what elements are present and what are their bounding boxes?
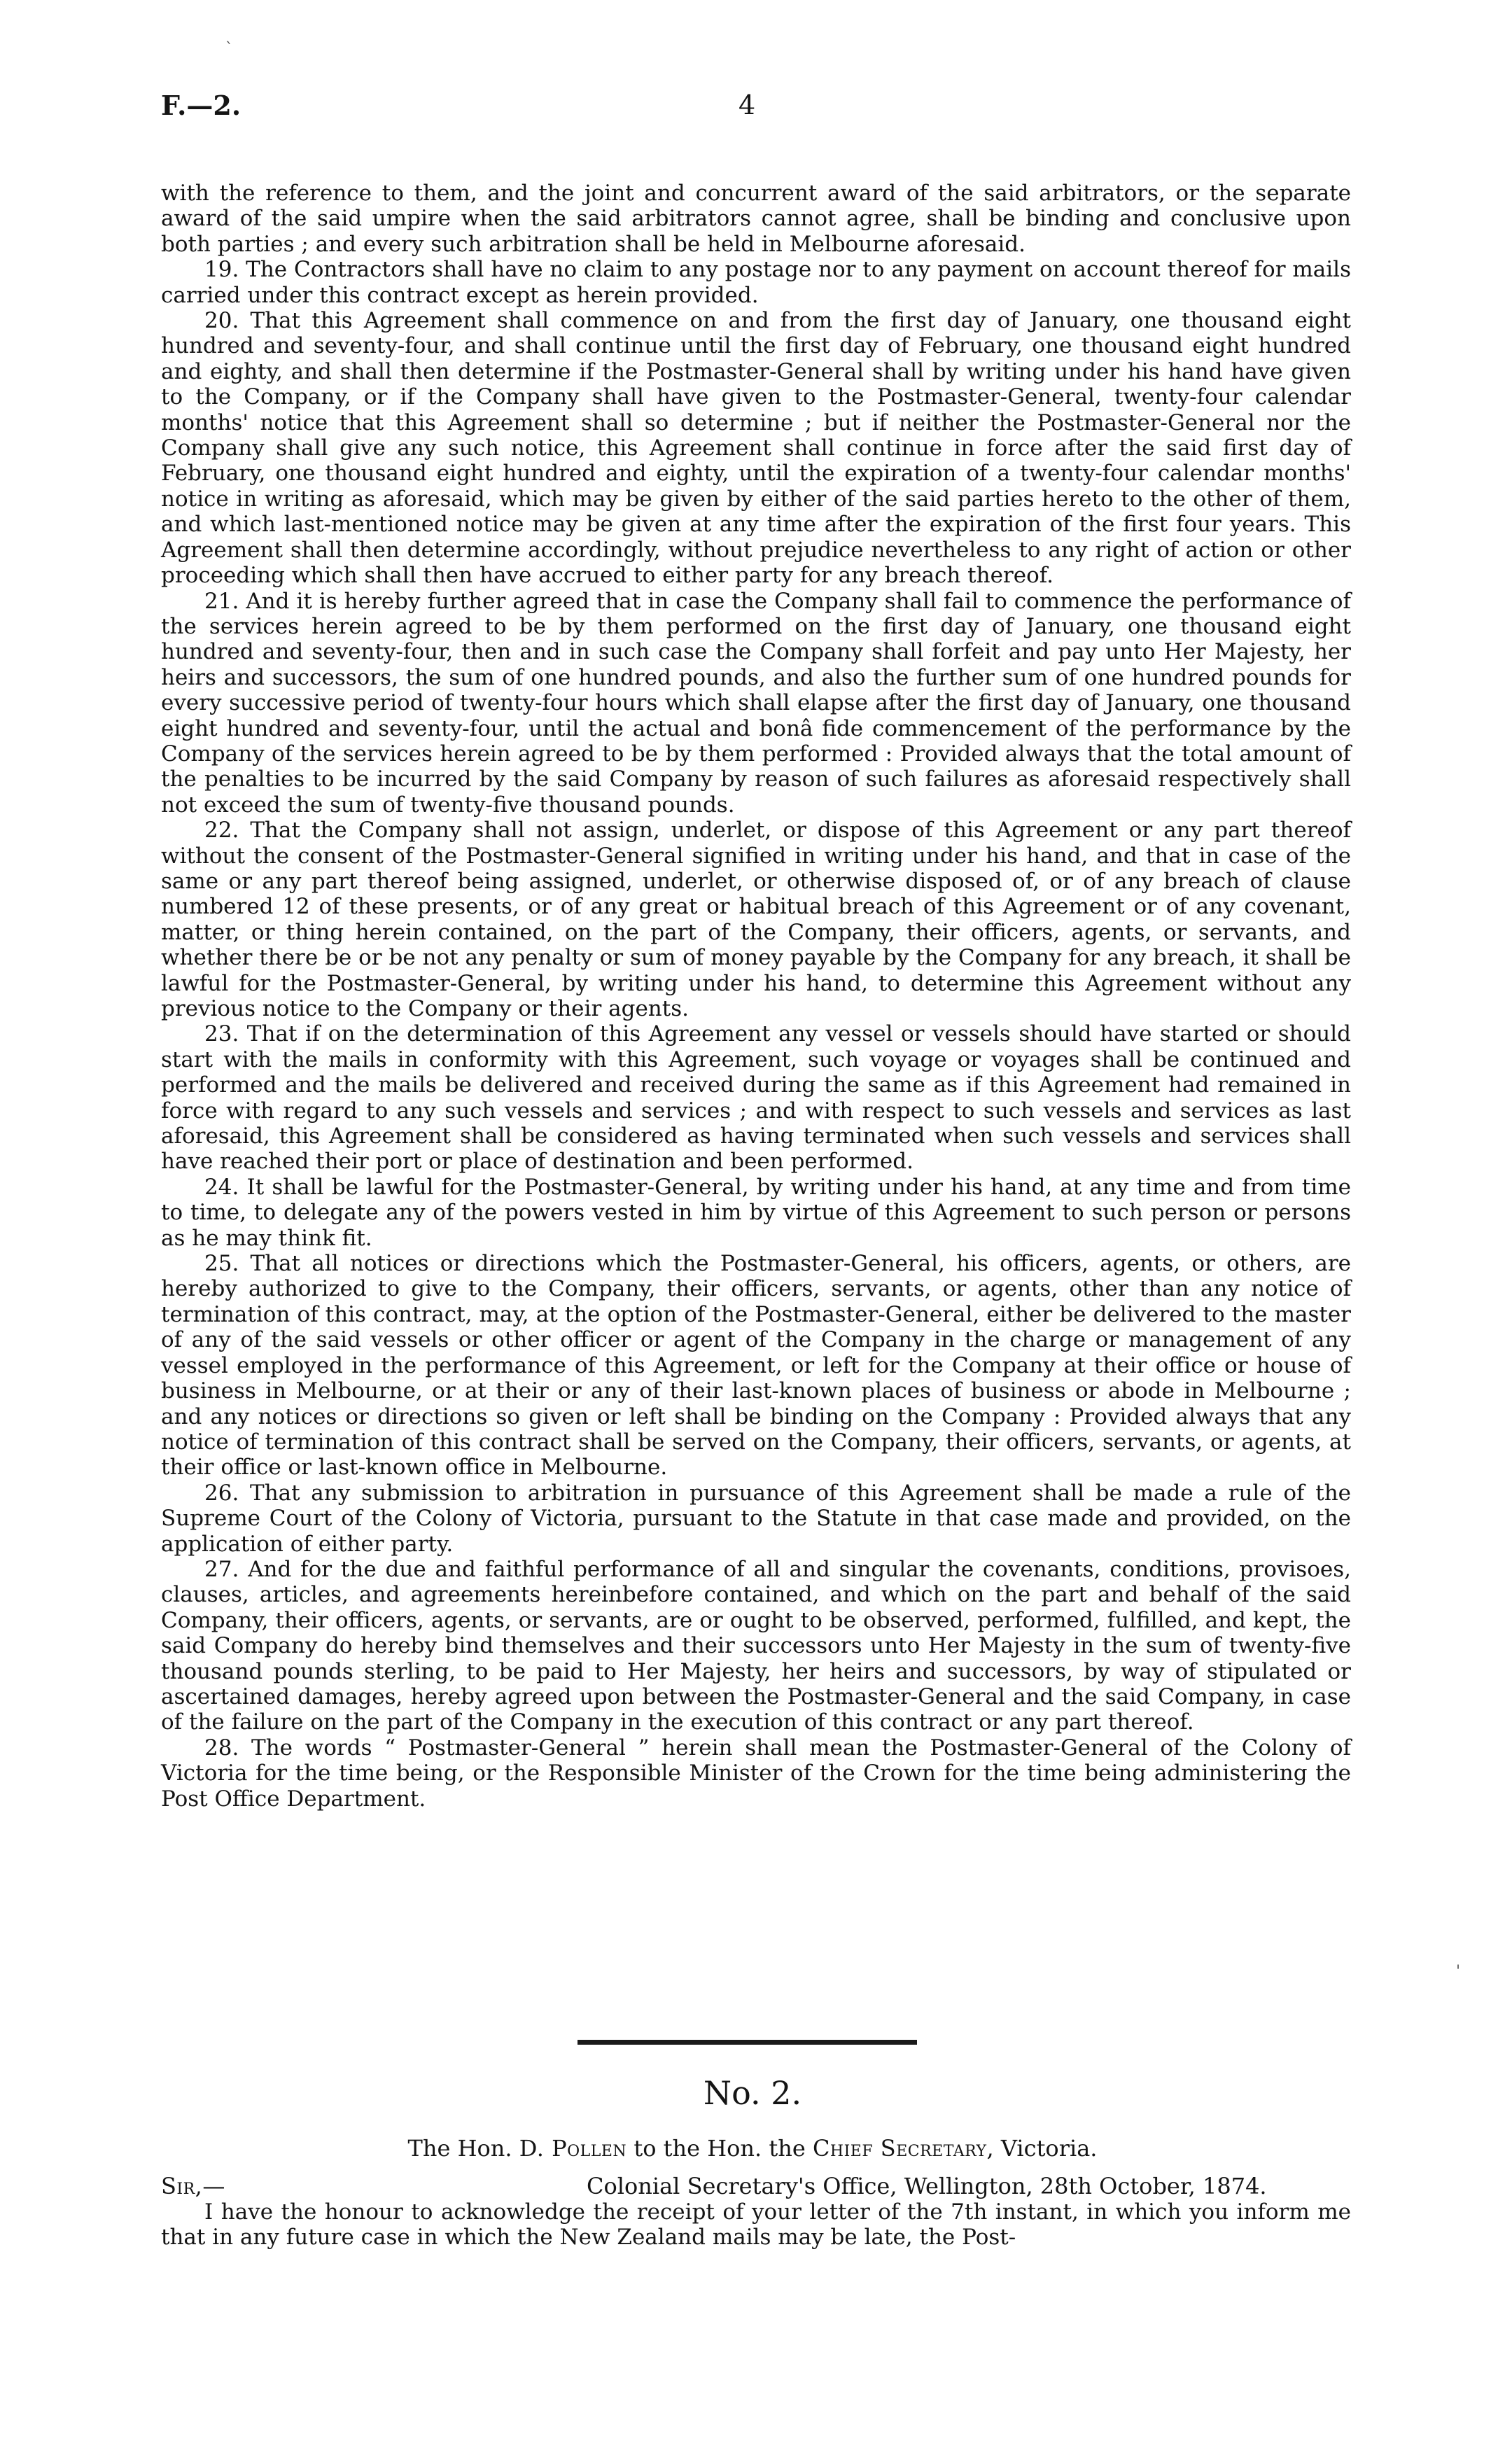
from-prefix: The Hon. [407,2135,519,2162]
letter-dateline: Colonial Secretary's Office, Wellington, 28th October, 1874. [587,2173,1267,2199]
letter-number-heading: No. 2. [703,2074,802,2112]
clause-24: 24. It shall be lawful for the Postmaster-General, by writing under his hand, at any time and from time to time, to delegate any of the powers vested in him by virtue of this Agreement to such person or persons as he may think fit. [161,1174,1351,1251]
recipient-title: Chief Secretary [812,2135,987,2162]
stray-mark: ' [1456,1963,1461,1980]
to-suffix: , Victoria. [986,2135,1098,2162]
clause-22: 22. That the Company shall not assign, underlet, or dispose of this Agreement or any part thereof without the consent of the Postmaster-General signified in writing under his hand, and that in case of the same or any part thereof being assigned, underlet, or otherwise disposed of, or of any breach of clause numbered 12 of these presents, or of any great or habitual breach of this Agreement or of any covenant, matter, or thing herein contained, on the part of the Company, their officers, agents, or servants, and whether there be or be not any penalty or sum of money payable by the Company for any breach, it shall be lawful for the Postmaster-General, by writing under his hand, to determine this Agreement without any previous notice to the Company or their agents. [161,818,1351,1021]
clause-26: 26. That any submission to arbitration in pursuance of this Agreement shall be made a rule of the Supreme Court of the Colony of Victoria, pursuant to the Statute in that case made and provided, on the application of either party. [161,1480,1351,1557]
sender-name: D. Pollen [519,2135,627,2162]
to-prefix: to the Hon. the [626,2135,813,2162]
clause-27: 27. And for the due and faithful performance of all and singular the covenants, conditions, provisoes, clauses, articles, and agreements hereinbefore contained, and which on the part and behalf of the said Company, their officers, agents, or servants, are or ought to be observed, performed, fulfilled, and kept, the said Company do hereby bind themselves and their successors unto Her Majesty in the sum of twenty-five thousand pounds sterling, to be paid to Her Majesty, her heirs and successors, by way of stipulated or ascertained damages, hereby agreed upon between the Postmaster-General and the said Company, in case of the failure on the part of the Company in the execution of this contract or any part thereof. [161,1556,1351,1735]
letter-salutation: Sir,— [161,2173,225,2199]
clause-25: 25. That all notices or directions which the Postmaster-General, his officers, agents, or others, are hereby authorized to give to the Company, their officers, servants, or agents, other than any notice of termination of this contract, may, at the option of the Postmaster-General, either be delivered to the master of any of the said vessels or other officer or agent of the Company in the charge or management of any vessel employed in the performance of this Agreement, or left for the Company at their office or house of business in Melbourne, or at their or any of their last-known places of business or abode in Melbourne ; and any notices or directions so given or left shall be binding on the Company : Provided always that any notice of termination of this contract shall be served on the Company, their officers, servants, or agents, at their office or last-known office in Melbourne. [161,1251,1351,1480]
clause-23: 23. That if on the determination of this Agreement any vessel or vessels should have started or should start with the mails in conformity with this Agreement, such voyage or voyages shall be continued and performed and the mails be delivered and received during the same as if this Agreement had remained in force with regard to any such vessels and services ; and with respect to such vessels and services as last aforesaid, this Agreement shall be considered as having terminated when such vessels and services shall have reached their port or place of destination and been performed. [161,1021,1351,1175]
agreement-clauses [161,181,1351,1812]
clause-20: 20. That this Agreement shall commence on and from the first day of January, one thousand eight hundred and seventy-four, and shall continue until the first day of February, one thousand eight hundred and eighty, and shall then determine if the Postmaster-General shall by writing under his hand have given to the Company, or if the Company shall have given to the Postmaster-General, twenty-four calendar months' notice that this Agreement shall so determine ; but if neither the Postmaster-General nor the Company shall give any such notice, this Agreement shall continue in force after the said first day of February, one thousand eight hundred and eighty, until the expiration of a twenty-four calendar months' notice in writing as aforesaid, which may be given by either of the said parties hereto to the other of them, and which last-mentioned notice may be given at any time after the expiration of the first four years. This Agreement shall then determine accordingly, without prejudice nevertheless to any right of action or other proceeding which shall then have accrued to either party for any breach thereof. [161,308,1351,589]
clause-28: 28. The words “ Postmaster-General ” herein shall mean the Postmaster-General of the Colony of Victoria for the time being, or the Responsible Minister of the Crown for the time being administering the Post Office Department. [161,1735,1351,1812]
document-reference: F.—2. [161,90,241,121]
letter-subheading [0,2135,1505,2162]
clause-19: 19. The Contractors shall have no claim to any postage nor to any payment on account thereof for mails carried under this contract except as herein provided. [161,257,1351,308]
letter-paragraph: I have the honour to acknowledge the receipt of your letter of the 7th instant, in which you inform me that in any future case in which the New Zealand mails may be late, the Post- [161,2199,1351,2250]
letter-body [161,2199,1351,2250]
section-divider [578,2040,917,2045]
page-number: 4 [738,90,756,120]
clause-21: 21. And it is hereby further agreed that in case the Company shall fail to commence the performance of the services herein agreed to be by them performed on the first day of January, one thousand eight hundred and seventy-four, then and in such case the Company shall forfeit and pay unto Her Majesty, her heirs and successors, the sum of one hundred pounds, and also the further sum of one hundred pounds for every successive period of twenty-four hours which shall elapse after the first day of January, one thousand eight hundred and seventy-four, until the actual and bonâ fide commencement of the performance by the Company of the services herein agreed to be by them performed : Provided always that the total amount of the penalties to be incurred by the said Company by reason of such failures as aforesaid respectively shall not exceed the sum of twenty-five thousand pounds. [161,588,1351,818]
stray-mark: ` [225,41,233,58]
clause-continuation: with the reference to them, and the joint and concurrent award of the said arbitrators, or the separate award of the said umpire when the said arbitrators cannot agree, shall be binding and conclusive upon both parties ; and every such arbitration shall be held in Melbourne aforesaid. [161,181,1351,257]
